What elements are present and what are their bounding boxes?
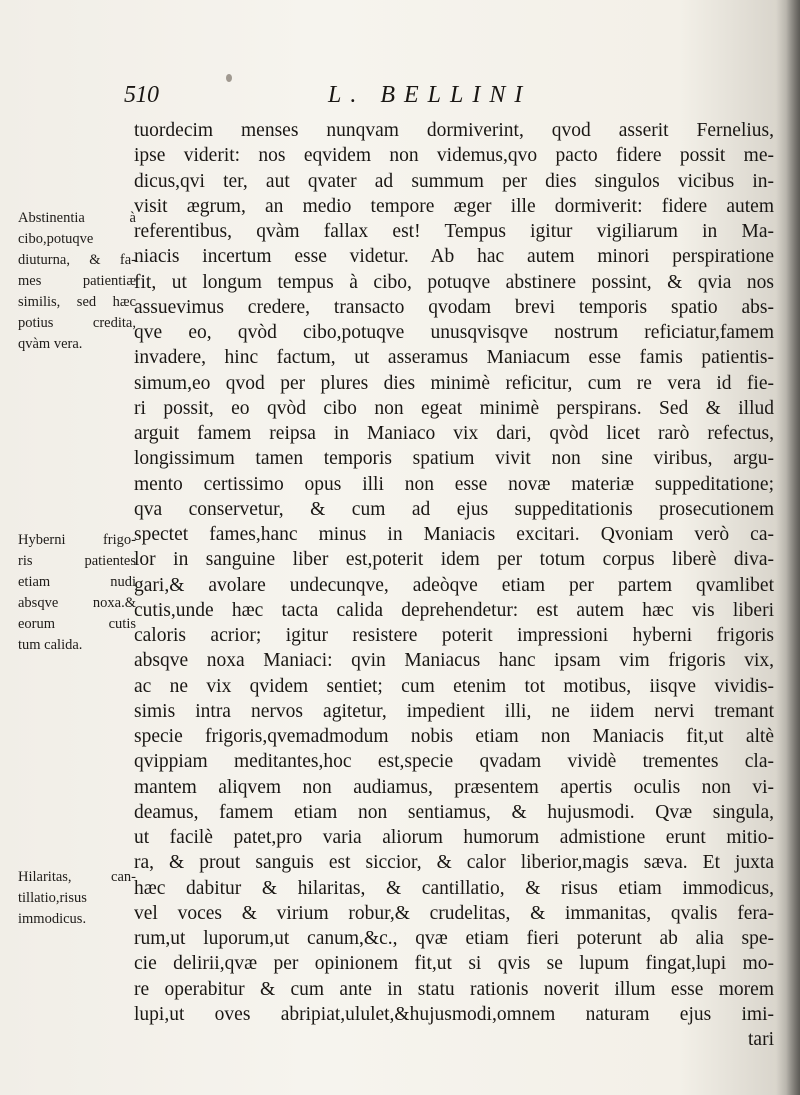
- margin-note-line: absqve noxa.&: [18, 595, 136, 611]
- running-head: [118, 82, 578, 116]
- margin-note-line: mes patientiæ: [18, 273, 136, 289]
- text-line: fit, ut longum tempus à cibo, potuqve abstinere possint, & qvia nos: [134, 271, 774, 293]
- text-line: lupi,ut oves abripiat,ululet,&hujusmodi,omnem naturam ejus imi-: [134, 1003, 774, 1025]
- text-line: cutis,unde hæc tacta calida deprehendetur: est autem hæc vis liberi: [134, 599, 774, 621]
- text-line: spectet fames,hanc minus in Maniacis excitari. Qvoniam verò ca-: [134, 524, 774, 545]
- margin-note-line: diuturna, & fa-: [18, 252, 136, 268]
- margin-note-line: immodicus.: [18, 911, 87, 927]
- running-title: L. BELLINI: [328, 82, 532, 108]
- main-text-block: [134, 118, 774, 1052]
- text-line: lor in sanguine liber est,poterit idem per totum corpus liberè diva-: [134, 549, 774, 571]
- text-line: visit ægrum, an medio tempore æger ille dormiverit: fidere autem: [134, 195, 774, 217]
- margin-note-line: qvàm vera.: [18, 336, 83, 352]
- text-line: assuevimus credere, transacto qvodam brevi temporis spatio abs-: [134, 296, 774, 318]
- text-line: ra, & prout sanguis est siccior, & calor liberior,magis sæva. Et juxta: [134, 852, 774, 874]
- text-line: specie frigoris,qvemadmodum nobis etiam non Maniacis fit,ut altè: [134, 726, 774, 747]
- margin-note-line: similis, sed hæc: [18, 294, 136, 310]
- text-line: ut facilè patet,pro varia aliorum humorum admistione erunt mitio-: [134, 827, 774, 848]
- margin-note-hilaritas: [18, 867, 136, 930]
- margin-note-line: tum calida.: [18, 637, 83, 653]
- text-line: niacis incertum esse videtur. Ab hac autem minori perspiratione: [134, 246, 774, 268]
- margin-note-hyberni: [18, 530, 136, 656]
- margin-note-line: tillatio,risus: [18, 890, 87, 906]
- margin-note-line: etiam nudi: [18, 574, 136, 590]
- text-line: simis intra nervos agitetur, impedient illi, ne iidem nervi tremant: [134, 700, 774, 722]
- text-line: mantem aliqvem non audiamus, præsentem apertis oculis non vi-: [134, 776, 774, 798]
- text-line: gari,& avolare undecunqve, adeòqve etiam per partem qvamlibet: [134, 574, 774, 596]
- text-line: invadere, hinc factum, ut asseramus Maniacum esse famis patientis-: [134, 347, 774, 369]
- text-line: qvippiam meditantes,hoc est,specie qvadam vividè trementes cla-: [134, 751, 774, 773]
- text-line: simum,eo qvod per plures dies minimè reficitur, cum re vera id fie-: [134, 372, 774, 394]
- text-line: absqve noxa Maniaci: qvin Maniacus hanc ipsam vim frigoris vix,: [134, 650, 774, 672]
- text-line: cie delirii,qvæ per opinionem fit,ut si qvis se lupum fingat,lupi mo-: [134, 953, 774, 975]
- text-line: deamus, famem etiam non sentiamus, & hujusmodi. Qvæ singula,: [134, 801, 774, 823]
- margin-note-line: cibo,potuqve: [18, 231, 94, 247]
- text-line: caloris acrior; igitur resistere poterit impressioni hyberni frigoris: [134, 625, 774, 646]
- text-line: hæc dabitur & hilaritas, & cantillatio, & risus etiam immodicus,: [134, 877, 774, 899]
- page-number: 510: [124, 82, 159, 108]
- text-line: arguit famem reipsa in Maniaco vix dari, qvòd licet rarò refectus,: [134, 423, 774, 444]
- margin-note-abstinentia: [18, 208, 136, 355]
- text-line: re operabitur & cum ante in statu rationis noverit illum esse morem: [134, 978, 774, 1000]
- text-line: referentibus, qvàm fallax est! Tempus igitur vigiliarum in Ma-: [134, 221, 774, 242]
- text-line: ac ne vix qvidem sentiet; cum etenim tot motibus, iisqve vividis-: [134, 675, 774, 697]
- text-line: longissimum tamen temporis spatium vivit non sine viribus, argu-: [134, 448, 774, 470]
- text-line: ipse viderit: nos eqvidem non videmus,qvo pacto fidere possit me-: [134, 145, 774, 167]
- text-line: qva conservetur, & cum ad ejus suppeditationis prosecutionem: [134, 498, 774, 520]
- text-line: qve eo, qvòd cibo,potuqve unusqvisqve nostrum reficiatur,famem: [134, 322, 774, 343]
- margin-note-line: ris patientes: [18, 553, 136, 569]
- text-line: dicus,qvi ter, aut qvater ad summum per dies singulos vicibus in-: [134, 170, 774, 192]
- text-line: rum,ut luporum,ut canum,&c., qvæ etiam fieri poterunt ab alia spe-: [134, 928, 774, 949]
- text-line: tuordecim menses nunqvam dormiverint, qvod asserit Fernelius,: [134, 120, 774, 141]
- margin-note-line: Hyberni frigo-: [18, 532, 136, 548]
- catchword: tari: [748, 1029, 774, 1050]
- margin-note-line: potius credita,: [18, 315, 136, 331]
- text-line: vel voces & virium robur,& crudelitas, & immanitas, qvalis fera-: [134, 902, 774, 924]
- margin-note-line: Hilaritas, can-: [18, 869, 136, 885]
- margin-note-line: eorum cutis: [18, 616, 136, 632]
- text-line: ri possit, eo qvòd cibo non egeat minimè perspirans. Sed & illud: [134, 397, 774, 419]
- text-line: mento certissimo opus illi non esse novæ materiæ suppeditatione;: [134, 473, 774, 495]
- margin-note-line: Abstinentia à: [18, 210, 136, 226]
- ink-spot: [226, 74, 232, 82]
- page-edge-shadow: [786, 0, 800, 1095]
